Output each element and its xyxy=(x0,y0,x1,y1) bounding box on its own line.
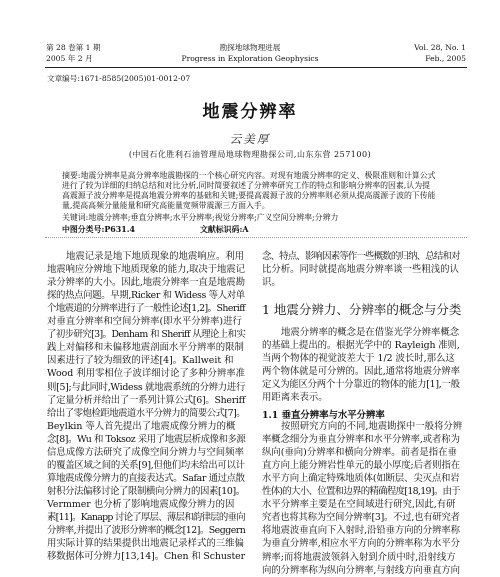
text-line: 当两个物体的视觉波差大于 1/2 波长时,那么这 xyxy=(262,353,455,365)
text-line: 水平分辨率主要是在空间域进行研究,因此,有研 xyxy=(262,499,456,511)
text-line: 究者也将其称为空间分辨率[3]。不过,也有研究者 xyxy=(262,512,460,524)
text-line: Beylkin 等人首先提出了地震成像分辨力的概 xyxy=(47,420,236,432)
text-line: 分辨率,并提出了波形分辨率的概念[12]。Seggern xyxy=(47,525,246,537)
text-line: 两个物体就是可分辨的。因此,通常将地震分辨率 xyxy=(262,366,460,378)
text-line: 移数据体可分辨力[13,14]。Chen 和 Schuster xyxy=(47,551,246,563)
section-heading: 1 地震分辨力、分辨率的概念与分类 xyxy=(262,302,462,317)
text-line: 探的热点问题。早期,Ricker 和 Widess 等人对单 xyxy=(47,290,245,302)
text-line: 用实际计算的结果提供出地震记录样式的三维偏 xyxy=(47,538,244,550)
text-line: 了定量分析并给出了一系列计算公式[6]。Sheriff xyxy=(47,394,246,406)
text-line: 了初步研究[3]。Denham 和 Sheriff 从理论上和实 xyxy=(47,329,246,341)
abstract-line: 摘要:地震分辨率是高分辨率地震勘探的一个核心研究内容。对现有地震分辨率的定义、极限准则和计算公式 xyxy=(62,171,436,180)
journal-name-cn: 勘探地球物理进展 xyxy=(219,43,281,52)
text-line: 地震响应分辨地下地质现象的能力,取决于地震记 xyxy=(47,264,245,276)
text-line: 直方向上能分辨岩性单元的最小厚度;后者则指在 xyxy=(262,460,461,472)
paper-title: 地震分辨率 xyxy=(202,102,298,122)
text-line: 则[5];与此同时,Widess 就地震系统的分辨力进行 xyxy=(47,381,246,393)
clc-number: 中图分类号:P631.4 xyxy=(62,225,136,234)
text-line: 的覆盖区域之间的关系[9],但他们均未给出可以计 xyxy=(47,459,245,471)
text-line: 识。 xyxy=(262,277,281,289)
text-line: 射积分法偏移讨论了限制横向分辨力的因素[10]。 xyxy=(47,485,245,497)
volume-issue-en: Vol. 28, No. 1 xyxy=(414,43,466,52)
document-code: 文献标识码:A xyxy=(200,225,249,234)
text-line: 念[8]。Wu 和 Toksoz 采用了地震层析成像和多源 xyxy=(47,433,246,445)
text-line: 按照研究方向的不同,地震勘探中一般将分辨 xyxy=(281,421,463,432)
text-line: 比分析。同时就提高地震分辨率谈一些粗浅的认 xyxy=(262,264,459,276)
abstract-line: 进行了较为详细的归纳总结和对比分析,同时简要叙述了分辨率研究工作的特点和影响分辨率的因素,认为提 xyxy=(62,181,430,190)
text-line: 用距离来表示。 xyxy=(262,392,328,404)
date-cn: 2005 年 2 月 xyxy=(46,54,93,63)
text-line: 地震分辨率的概念是在借鉴光学分辨率概念 xyxy=(281,327,460,338)
text-line: 给出了零炮检距地震道水平分辨力的简要公式[7]。 xyxy=(47,407,246,419)
abstract-divider xyxy=(45,237,467,238)
text-line: 将地震波垂直向下入射时,沿铅垂方向的分辨率称 xyxy=(262,525,460,537)
text-line: 辨率;而将地震波领斜入射到介质中时,沿射线方 xyxy=(262,551,456,563)
abstract-line: 量,提高高频分量能量和研究高能量宽频带震源三方面入手。 xyxy=(62,201,270,210)
text-line: 向的分辨率称为纵向分辨率,与射线方向垂直方向 xyxy=(262,564,460,576)
text-line: 地震记录是地下地质现象的地震响应。利用 xyxy=(66,251,245,262)
text-line: 个地震道的分辨率进行了一般性论述[1,2]。Sheriff xyxy=(47,303,246,315)
text-line: 性体)的大小、位置和边界的精确程度[18,19]。由于 xyxy=(262,486,460,498)
author: 云美厚 xyxy=(229,132,271,146)
subsection-heading: 1.1 垂直分辨率与水平分辨率 xyxy=(262,410,385,421)
text-line: 践上对偏移和未偏移地震剖面水平分辨率的限制 xyxy=(47,342,244,354)
text-line: Wood 利用零相位子波详细讨论了多种分辨率准 xyxy=(47,368,246,380)
text-line: 纵向(垂向)分辨率和横向分辨率。前者是指在垂 xyxy=(262,447,457,459)
keywords: 关键词:地震分辨率;垂直分辨率;水平分辨率;视觉分辨率;广义空间分辨率;分辨力 xyxy=(62,213,339,222)
article-id: 文章编号:1671-8585(2005)01-0012-07 xyxy=(47,74,191,83)
text-line: 算地震成像分辨力的直接表达式。Safar 通过点散 xyxy=(47,472,245,484)
text-line: 录分辨率的大小。因此,地震分辨率一直是地震勘 xyxy=(47,277,245,289)
text-line: 因素进行了较为细致的评述[4]。Kallweit 和 xyxy=(47,355,234,367)
text-line: 的基础上提出的。根据光学中的 Rayleigh 准则, xyxy=(262,340,460,352)
text-line: 对垂直分辨率和空间分辨率(即水平分辨率)进行 xyxy=(47,316,242,328)
text-line: 水平方向上确定特殊地质体(如断层、尖灭点和岩 xyxy=(262,473,460,485)
text-line: 率概念细分为垂直分辨率和水平分辨率,或者称为 xyxy=(262,434,460,446)
text-line: 信息成像方法研究了成像空间分辨力与空间频率 xyxy=(47,446,244,458)
journal-name-en: Progress in Exploration Geophysics xyxy=(181,54,319,63)
affiliation: (中国石化胜利石油管理局地球物理勘探公司,山东东营 257100) xyxy=(128,150,372,159)
text-line: 念、特点、影响因素等作一些概数的归纳、总结和对 xyxy=(262,251,460,262)
text-line: 素[11]。Kanapp 讨论了厚层、薄层和韵律层的垂向 xyxy=(47,512,245,523)
date-en: Feb., 2005 xyxy=(425,54,466,63)
text-line: 为垂直分辨率,相应水平方向的分辨率称为水平分 xyxy=(262,538,460,550)
text-line: Vermmer 也分析了影响地震成像分辨力的因 xyxy=(47,498,235,510)
abstract-line: 高震源子波分辨率是提高地震分辨率的基础和关键;要提高震源子波的分辨率则必须从提高震源子波的下传能 xyxy=(62,191,436,200)
header-rule xyxy=(45,67,467,68)
text-line: 定义为能区分两个十分靠近的物体的能力[1],一般 xyxy=(262,379,460,391)
volume-issue-cn: 第 28 卷第 1 期 xyxy=(46,43,101,52)
